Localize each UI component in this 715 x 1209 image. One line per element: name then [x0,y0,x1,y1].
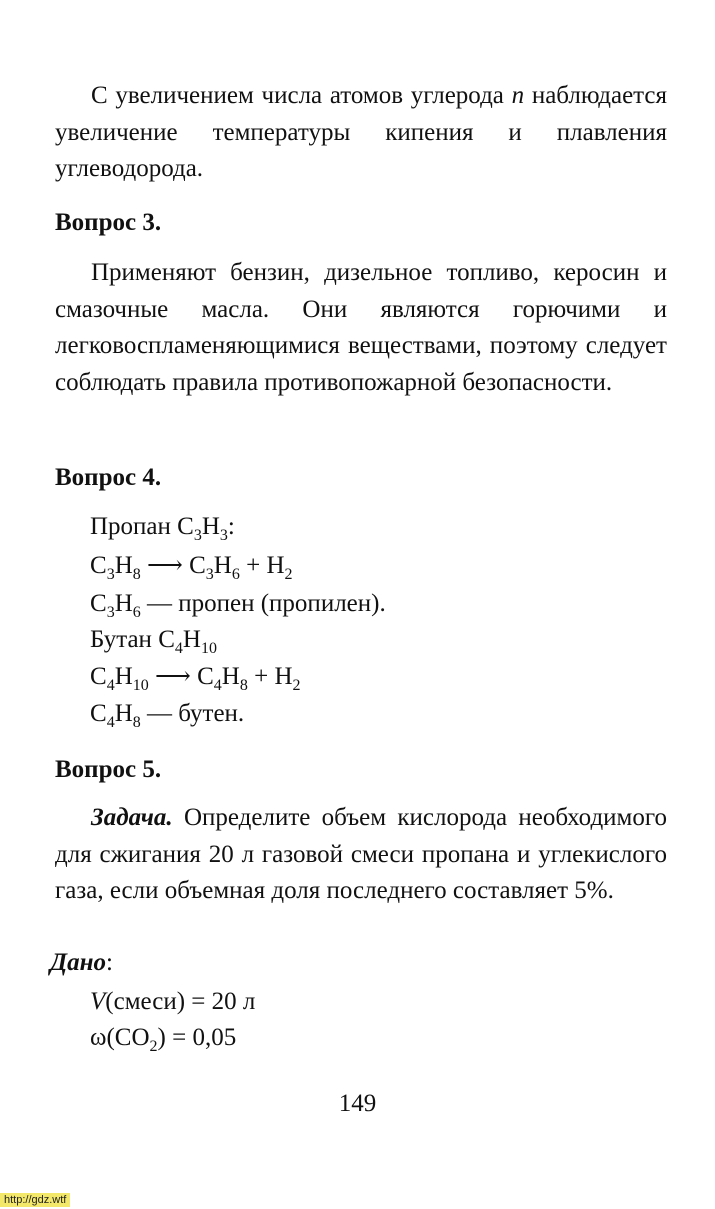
given-volume: V(смеси) = 20 л [90,988,256,1015]
propene-line: $C_3H_6$ — пропен (пропилен). [90,590,386,621]
arrow-icon: ⟶ [147,552,183,579]
butane-reaction: $C_4H_{10}$ ⟶ $C_4H_8 + H_2$ [90,663,301,694]
task-label: Задача. [91,804,173,831]
question-5-heading: Вопрос 5. [55,756,162,783]
question-4-heading: Вопрос 4. [55,464,162,491]
variable-n: n [511,82,525,109]
question-3-answer: Применяют бензин, дизельное топливо, керосин и смазочные масла. Они являются горючими и легковоспламеняющимися веществами, поэтому следует соблюдать правила противопожарной безопасности. [55,259,667,396]
question-3-heading: Вопрос 3. [55,209,162,236]
butene-line: $C_4H_8$ — бутен. [90,700,245,731]
arrow-icon: ⟶ [155,663,191,690]
given-label: Дано: [50,949,113,976]
watermark-link[interactable]: http://gdz.wtf [0,1193,70,1207]
page-number: 149 [338,1090,377,1117]
butane-line: Бутан $C_4H_{10}$ [90,626,217,657]
task-paragraph: Задача. Определите объем кислорода необходимого для сжигания 20 л газовой смеси пропана и углекислого газа, если объемная доля последнего составляет 5%. [55,804,667,904]
intro-paragraph: С увеличением числа атомов углерода n наблюдается увеличение температуры кипения и плавления углеводорода. [55,82,668,182]
propane-reaction: $C_3H_8$ ⟶ $C_3H_6 + H_2$ [90,552,293,583]
propane-line: Пропан $C_3H_3$: [90,513,235,544]
given-fraction: $\omega(CO_2) = 0,05$ [90,1024,237,1055]
